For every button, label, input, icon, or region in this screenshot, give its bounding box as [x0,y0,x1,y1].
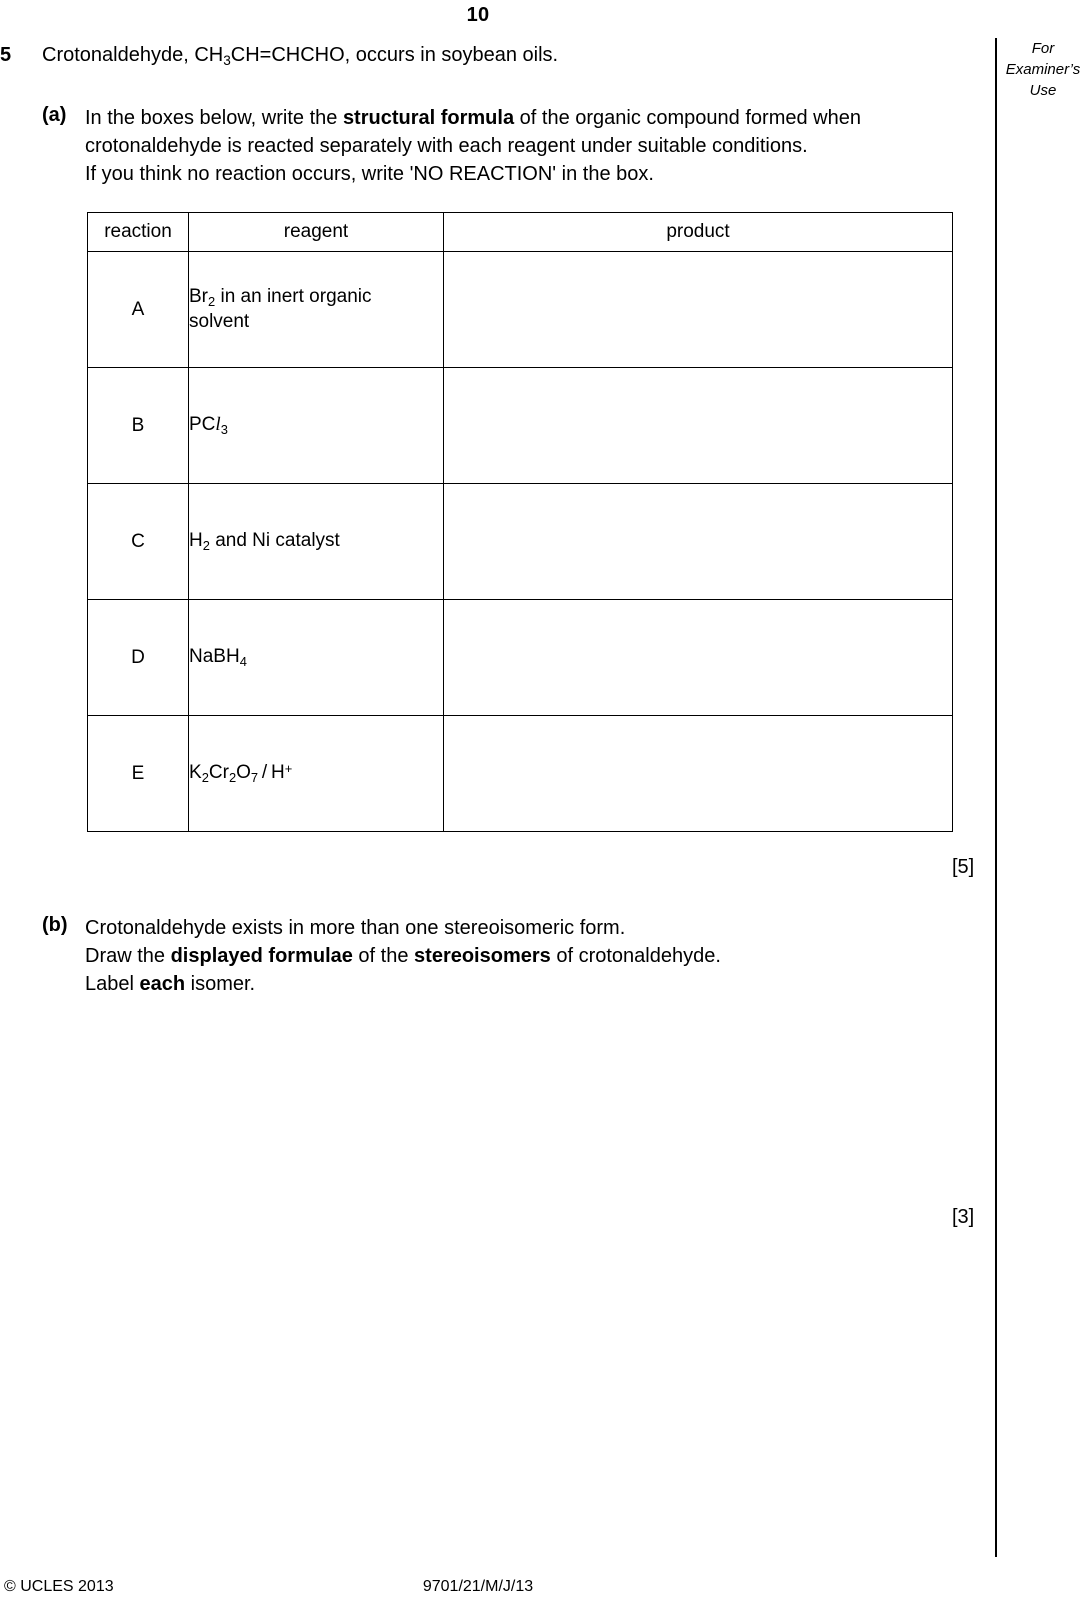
question-stem-after: CH=CHCHO, occurs in soybean oils. [230,44,559,66]
column-header-product: product [444,213,953,252]
reagent-e-sub-1: 2 [201,769,209,785]
part-b-line2-text-a: Draw the [85,945,171,967]
reagent-b-sub: 3 [220,421,228,437]
part-b-line2-text-b: of the [352,945,415,967]
product-answer-box-e[interactable] [444,716,953,832]
reaction-label-c: C [88,484,189,600]
examiner-line-1: For [1031,40,1055,57]
part-a-line1-bold: structural formula [342,107,515,129]
product-answer-box-c[interactable] [444,484,953,600]
part-b-line3-text-b: isomer. [185,973,256,995]
column-header-reagent: reagent [189,213,444,252]
reagent-d-sub: 4 [239,653,247,669]
product-answer-box-b[interactable] [444,368,953,484]
exam-page: 10 For Examiner’s Use 5 Crotonaldehyde, $CH_3CH=CHCHO$, occurs in soybean oils. (a) In the boxes below, write the structural formula of the organic compound formed when crotonaldehyde is reacted separately with each reagent under suitable conditions. If you think no reaction occurs, write 'NO REACTION' in the box. reaction reagent product A $Br_2$ in an inert organic solvent B PCl$_3$ C $H_2$ and Ni catalyst D NaBH$_4$ E $K_2Cr_2O_7 / H^+$ [5] (b) Crotonaldehyde exists in more than one stereoisomeric form. Draw the displayed formulae of the stereoisomers of crotonaldehyde. Label each isomer. [3] © UCLES 2013 9701/21/M/J/13 [0,0,1088,1606]
reagent-e: $K_2Cr_2O_7 / H^+$ [189,716,444,832]
part-b-line3-text-a: Label [85,973,140,995]
part-a-line-3: If you think no reaction occurs, write 'NO REACTION' in the box. [85,163,654,185]
part-a-line-1 [85,104,965,132]
part-a-label: (a) [42,104,67,126]
question-stem-subscript: 3 [223,52,231,68]
part-b-line-3 [85,970,965,998]
reagent-a-sub: 2 [208,293,216,309]
question-stem [42,44,558,67]
question-number: 5 [0,44,12,66]
reagent-a: $Br_2$ in an inert organic solvent [189,252,444,368]
table-row [88,600,953,716]
part-b-line2-bold-2: stereoisomers [414,945,551,967]
column-header-reaction: reaction [88,213,189,252]
reagent-c: $H_2$ and Ni catalyst [189,484,444,600]
table-row [88,484,953,600]
examiner-line-2: Examiner’s [1005,61,1081,78]
for-examiners-use-label [1000,38,1086,101]
table-row [88,252,953,368]
part-a-text [85,104,965,188]
part-a-line1-text-a: In the boxes below, write the [85,107,343,129]
reagent-b: PCl$_3$ [189,368,444,484]
table-header-row [88,213,953,252]
product-answer-box-a[interactable] [444,252,953,368]
part-b-label: (b) [42,914,68,936]
part-b-text [85,914,965,998]
part-b-line3-bold: each [139,973,186,995]
reagent-e-sub-3: 7 [250,769,259,785]
reaction-label-a: A [88,252,189,368]
reaction-label-e: E [88,716,189,832]
part-a-line-2: crotonaldehyde is reacted separately with each reagent under suitable conditions. [85,135,808,157]
part-b-line-2 [85,942,965,970]
table-row [88,716,953,832]
reagent-d: NaBH$_4$ [189,600,444,716]
footer-copyright: © UCLES 2013 [4,1578,114,1595]
examiner-column-divider [995,38,997,1557]
question-stem-before: Crotonaldehyde, CH [42,44,224,66]
examiner-line-3: Use [1029,82,1057,99]
reaction-label-b: B [88,368,189,484]
page-number: 10 [466,4,490,26]
reaction-label-d: D [88,600,189,716]
footer-paper-code: 9701/21/M/J/13 [422,1578,534,1595]
product-answer-box-d[interactable] [444,600,953,716]
part-b-line2-text-c: of crotonaldehyde. [550,945,721,967]
part-b-line-1: Crotonaldehyde exists in more than one stereoisomeric form. [85,917,626,939]
reagent-e-sup: + [284,760,293,776]
reagent-b-italic-l: l [215,414,221,435]
table-row [88,368,953,484]
reagent-e-sub-2: 2 [228,769,237,785]
part-b-line2-bold-1: displayed formulae [170,945,353,967]
reagent-c-sub: 2 [202,537,210,553]
reaction-table [87,212,953,832]
part-a-line1-text-b: of the organic compound formed when [514,107,861,129]
